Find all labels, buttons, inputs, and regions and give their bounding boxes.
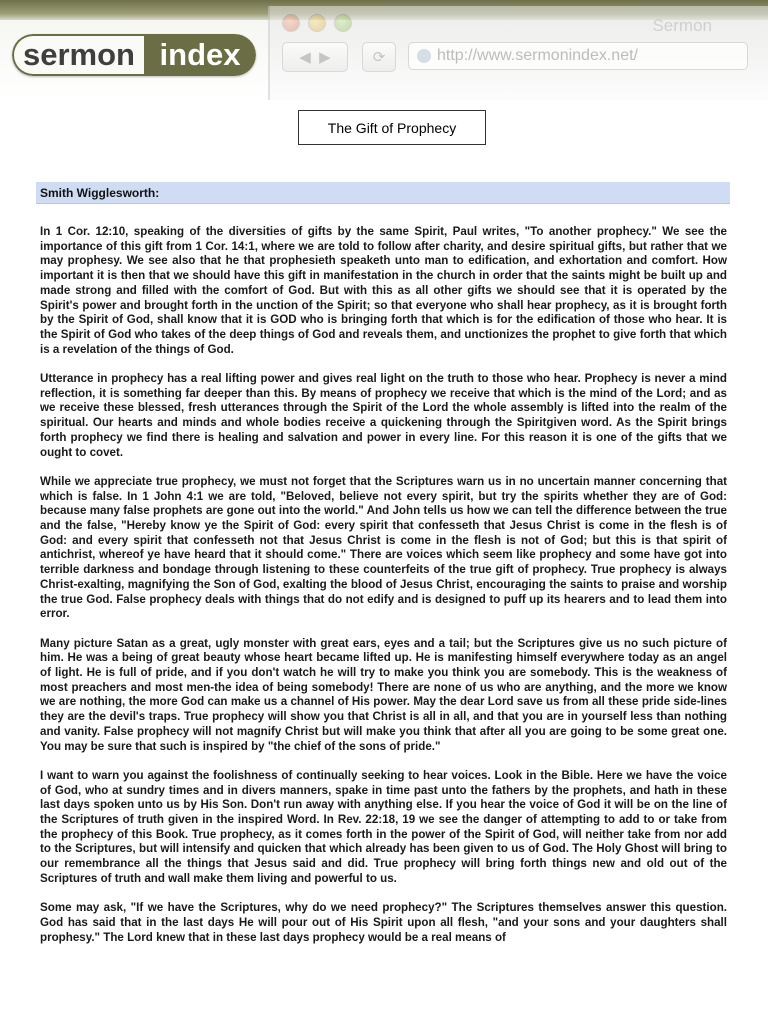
reload-icon: ⟳ (362, 42, 396, 72)
paragraph: Some may ask, "If we have the Scriptures, why do we need prophecy?" The Scriptures themselves answer this question. God has said that in the last days He will pour out of His Spirit upon all flesh, "and your sons and your daughters shall prophesy." The Lord knew that in these last days prophecy would be a real means of (40, 901, 727, 944)
globe-icon (417, 49, 431, 63)
header-banner (0, 0, 768, 100)
author-name: Smith Wigglesworth: (40, 185, 160, 200)
forward-arrow-icon: ▶ (319, 49, 331, 66)
paragraph: While we appreciate true prophecy, we must not forget that the Scriptures warn us in no uncertain manner concerning that which is false. In 1 John 4:1 we are told, "Beloved, believe not every spirit, but try the spirits whether they are of God: because many false prophets are gone out into the world." And John tells us how we can tell the difference between the true and the false, "Hereby know ye the Spirit of God: every spirit that confesseth that Jesus Christ is come in the flesh is of God: and every spirit that confesseth not that Jesus Christ is come in the flesh is not of God; but this is that spirit of antichrist, whereof ye have heard that it should come." There are voices which seem like prophecy and some have got into terrible darkness and bondage through listening to these counterfeits of the true gift of prophecy. True prophecy is always Christ-exalting, magnifying the Son of God, exalting the blood of Jesus Christ, encouraging the saints to praise and worship the true God. False prophecy deals with things that do not edify and is designed to puff up its hearers and to lead them into error. (40, 474, 727, 621)
minimize-dot-icon (308, 14, 326, 32)
browser-url: http://www.sermonindex.net/ (437, 47, 638, 64)
sermon-body (40, 225, 727, 1024)
back-arrow-icon: ◀ (299, 49, 311, 66)
zoom-dot-icon (334, 14, 352, 32)
logo-text-index: index (144, 34, 256, 76)
paragraph: In 1 Cor. 12:10, speaking of the diversities of gifts by the same Spirit, Paul writes, "To another prophecy." We see the importance of this gift from 1 Cor. 14:1, where we are told to follow after charity, and desire spiritual gifts, but rather that we may prophesy. We see also that he that prophesieth speaketh unto man to edification, and exhortation and comfort. How important it is then that we should have this gift in manifestation in the church in order that the saints might be built up and made strong and filled with the comfort of God. But with this as all other gifts we should see that it is operated by the Spirit's power and brought forth in the unction of the Spirit; so that everyone who shall hear prophecy, as it is brought forth by the Spirit of God, shall know that it is GOD who is bringing forth that which is for the edification of those who hear. It is the Spirit of God who takes of the deep things of God and reveals them, and unctionizes the prophet to give forth that which is a revelation of the things of God. (40, 225, 727, 356)
paragraph: Utterance in prophecy has a real lifting power and gives real light on the truth to those who hear. Prophecy is never a mind reflection, it is something far deeper than this. By means of prophecy we receive that which is the mind of the Lord; and as we receive these blessed, fresh utterances through the Spirit of the Lord the whole assembly is lifted into the realm of the spiritual. Our hearts and minds and whole bodies receive a quickening through the Spiritgiven word. As the Spirit brings forth prophecy we find there is healing and salvation and power in every line. For this reason it is one of the gifts that we ought to covet. (40, 372, 727, 459)
paragraph: Many picture Satan as a great, ugly monster with great ears, eyes and a tail; but the Scriptures give us no such picture of him. He was a being of great beauty whose heart became lifted up. He is manifesting himself everywhere today as an angel of light. He is full of pride, and if you don't watch he will try to make you think you are somebody. This is the weakness of most preachers and most men-the idea of being somebody! There are none of us who are anything, and the more we know we are nothing, the more God can make us a channel of His power. May the dear Lord save us from all these pride side-lines they are the devil's traps. True prophecy will show you that Christ is all in all, and that you are in yourself less than nothing and vanity. False prophecy will not magnify Christ but will make you think that after all you are going to be some great one. You may be sure that such is inspired by "the chief of the sons of pride." (40, 636, 727, 753)
browser-illustration (268, 6, 768, 100)
browser-url-bar (408, 42, 748, 70)
logo-text-sermon: sermon (12, 34, 144, 76)
back-forward-buttons (282, 42, 348, 72)
browser-window-title: Sermon (652, 16, 712, 35)
author-bar (36, 182, 730, 204)
paragraph: I want to warn you against the foolishness of continually seeking to hear voices. Look in the Bible. Here we have the voice of God, who at sundry times and in divers manners, spake in time past unto the fathers by the prophets, and hath in these last days spoken unto us by His Son. Don't run away with anything else. If you hear the voice of God it will be on the line of the Scriptures of truth given in the inspired Word. In Rev. 22:18, 19 we see the danger of attempting to add to or take from the prophecy of this Book. True prophecy, as it comes forth in the power of the Spirit of God, will neither take from nor add to the Scriptures, but will intensify and quicken that which already has been given to us of God. The Holy Ghost will bring to our remembrance all the things that Jesus said and did. True prophecy will bring forth things new and old out of the Scriptures of truth and wall make them living and powerful to us. (40, 768, 727, 885)
document-title: The Gift of Prophecy (298, 110, 486, 145)
sermonindex-logo (12, 34, 256, 76)
close-dot-icon (282, 14, 300, 32)
